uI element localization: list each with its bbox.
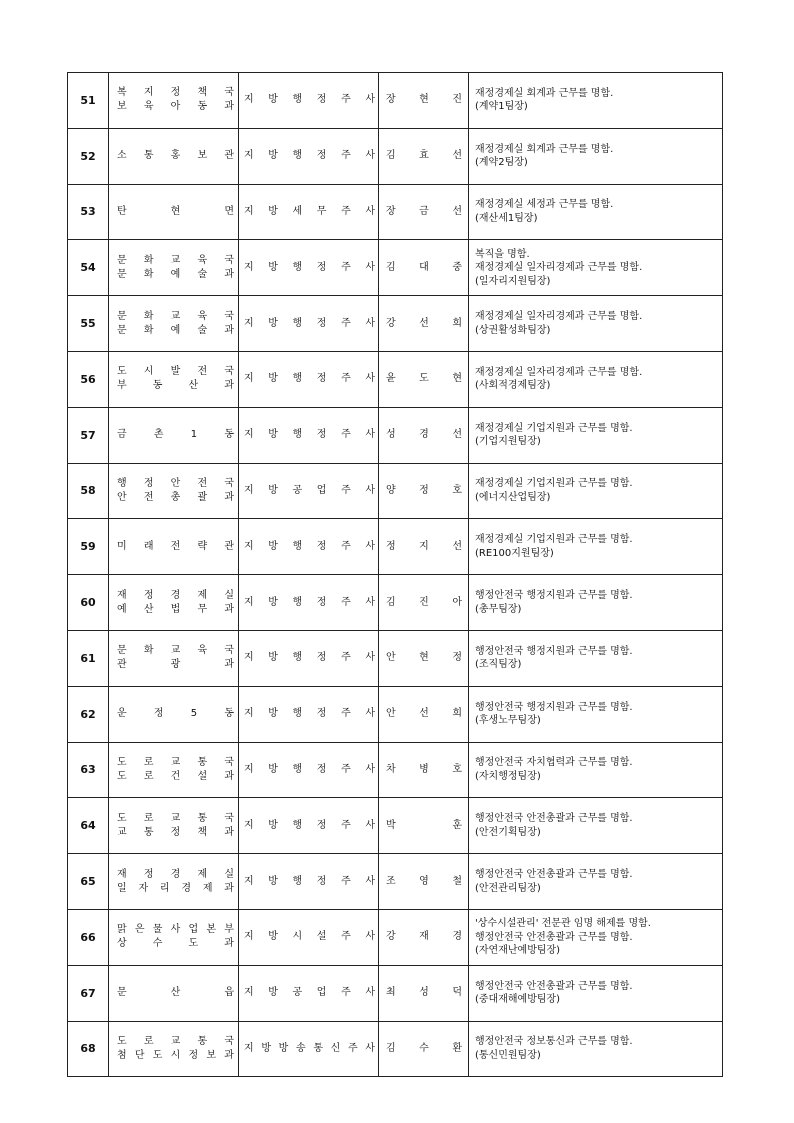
spaced-text-line: 지 방 행 정 주 사	[244, 317, 375, 329]
row-number: 57	[68, 407, 109, 463]
spaced-text-line: 지 방 행 정 주 사	[244, 429, 375, 441]
assignment-cell	[469, 686, 723, 742]
spaced-text-line: 지 방 행 정 주 사	[244, 708, 375, 720]
rank-cell	[239, 909, 379, 965]
spaced-text-line: 첨 단 도 시 정 보 과	[117, 1049, 234, 1061]
spaced-text-line: 지 방 공 업 주 사	[244, 987, 375, 999]
name-cell	[379, 184, 469, 240]
assignment-line: 재정경제실 일자리경제과 근무를 명함.	[475, 366, 643, 378]
assignment-line: 복직을 명함.	[475, 248, 530, 260]
department-cell	[109, 686, 239, 742]
row-number: 62	[68, 686, 109, 742]
spaced-text-line: 도 로 건 설 과	[117, 770, 234, 782]
department-cell	[109, 909, 239, 965]
assignment-line: (통신민원팀장)	[475, 1049, 541, 1061]
spaced-text-line: 윤 도 현	[386, 373, 462, 385]
assignment-cell	[469, 463, 723, 519]
name-cell	[379, 742, 469, 798]
table-body	[68, 73, 723, 1077]
spaced-text-line: 도 로 교 통 국	[117, 756, 234, 768]
table-row	[68, 854, 723, 910]
assignment-cell	[469, 965, 723, 1021]
rank-cell	[239, 742, 379, 798]
department-cell	[109, 240, 239, 296]
spaced-text-line: 지 방 방 송 통 신 주 사	[244, 1042, 375, 1054]
table-row	[68, 575, 723, 631]
rank-cell	[239, 1021, 379, 1077]
assignment-line: '상수시설관리' 전문관 임명 해제를 명함.	[475, 918, 651, 930]
assignment-line: (재산세1팀장)	[475, 212, 538, 224]
row-number: 66	[68, 909, 109, 965]
assignment-line: 재정경제실 일자리경제과 근무를 명함.	[475, 262, 643, 274]
table-row	[68, 184, 723, 240]
assignment-line: 행정안전국 자치협력과 근무를 명함.	[475, 757, 633, 769]
name-cell	[379, 965, 469, 1021]
assignment-line: 행정안전국 안전총괄과 근무를 명함.	[475, 980, 633, 992]
assignment-line: 재정경제실 기업지원과 근무를 명함.	[475, 478, 633, 490]
spaced-text-line: 양 정 호	[386, 484, 462, 496]
department-cell	[109, 407, 239, 463]
department-cell	[109, 351, 239, 407]
spaced-text-line: 지 방 행 정 주 사	[244, 596, 375, 608]
assignment-cell	[469, 742, 723, 798]
spaced-text-line: 관 광 과	[117, 659, 234, 671]
spaced-text-line: 맑 은 물 사 업 본 부	[117, 924, 234, 936]
department-cell	[109, 463, 239, 519]
assignment-cell	[469, 407, 723, 463]
department-cell	[109, 184, 239, 240]
rank-cell	[239, 798, 379, 854]
rank-cell	[239, 519, 379, 575]
rank-cell	[239, 630, 379, 686]
name-cell	[379, 128, 469, 184]
table-row	[68, 519, 723, 575]
department-cell	[109, 128, 239, 184]
row-number: 59	[68, 519, 109, 575]
row-number: 56	[68, 351, 109, 407]
rank-cell	[239, 854, 379, 910]
table-row	[68, 1021, 723, 1077]
spaced-text-line: 도 로 교 통 국	[117, 812, 234, 824]
table-row	[68, 463, 723, 519]
spaced-text-line: 도 시 발 전 국	[117, 366, 234, 378]
assignment-line: 재정경제실 기업지원과 근무를 명함.	[475, 422, 633, 434]
spaced-text-line: 지 방 시 설 주 사	[244, 931, 375, 943]
row-number: 51	[68, 73, 109, 129]
assignment-line: (자치행정팀장)	[475, 770, 541, 782]
assignment-line: (자연재난예방팀장)	[475, 945, 561, 957]
spaced-text-line: 강 재 경	[386, 931, 462, 943]
assignment-line: (계약2팀장)	[475, 157, 528, 169]
name-cell	[379, 575, 469, 631]
assignment-line: 행정안전국 행정지원과 근무를 명함.	[475, 701, 633, 713]
assignment-line: (조직팀장)	[475, 659, 522, 671]
assignment-cell	[469, 854, 723, 910]
assignment-line: (안전관리팀장)	[475, 882, 541, 894]
assignment-line: 재정경제실 회계과 근무를 명함.	[475, 143, 614, 155]
spaced-text-line: 상 수 도 과	[117, 938, 234, 950]
table-row	[68, 240, 723, 296]
spaced-text-line: 부 동 산 과	[117, 380, 234, 392]
spaced-text-line: 최 성 덕	[386, 987, 462, 999]
row-number: 52	[68, 128, 109, 184]
department-cell	[109, 854, 239, 910]
assignment-cell	[469, 184, 723, 240]
spaced-text-line: 교 통 정 책 과	[117, 826, 234, 838]
spaced-text-line: 지 방 행 정 주 사	[244, 261, 375, 273]
assignment-line: 행정안전국 안전총괄과 근무를 명함.	[475, 813, 633, 825]
rank-cell	[239, 965, 379, 1021]
spaced-text-line: 문 화 교 육 국	[117, 254, 234, 266]
table-row	[68, 686, 723, 742]
spaced-text-line: 소 통 홍 보 관	[117, 150, 234, 162]
assignment-line: (상권활성화팀장)	[475, 324, 551, 336]
table-row	[68, 742, 723, 798]
name-cell	[379, 240, 469, 296]
row-number: 65	[68, 854, 109, 910]
spaced-text-line: 재 정 경 제 실	[117, 589, 234, 601]
spaced-text-line: 김 대 중	[386, 261, 462, 273]
rank-cell	[239, 686, 379, 742]
name-cell	[379, 463, 469, 519]
assignment-line: 재정경제실 기업지원과 근무를 명함.	[475, 534, 633, 546]
department-cell	[109, 296, 239, 352]
name-cell	[379, 854, 469, 910]
spaced-text-line: 지 방 공 업 주 사	[244, 484, 375, 496]
department-cell	[109, 575, 239, 631]
row-number: 53	[68, 184, 109, 240]
department-cell	[109, 519, 239, 575]
assignment-cell	[469, 798, 723, 854]
name-cell	[379, 909, 469, 965]
table-row	[68, 909, 723, 965]
spaced-text-line: 김 진 아	[386, 596, 462, 608]
name-cell	[379, 519, 469, 575]
assignment-line: 재정경제실 세정과 근무를 명함.	[475, 199, 614, 211]
rank-cell	[239, 575, 379, 631]
spaced-text-line: 지 방 행 정 주 사	[244, 763, 375, 775]
name-cell	[379, 798, 469, 854]
department-cell	[109, 798, 239, 854]
spaced-text-line: 지 방 행 정 주 사	[244, 652, 375, 664]
assignment-line: (기업지원팀장)	[475, 436, 541, 448]
assignment-line: 행정안전국 정보통신과 근무를 명함.	[475, 1036, 633, 1048]
spaced-text-line: 강 선 희	[386, 317, 462, 329]
spaced-text-line: 안 현 정	[386, 652, 462, 664]
spaced-text-line: 문 화 교 육 국	[117, 310, 234, 322]
name-cell	[379, 73, 469, 129]
spaced-text-line: 재 정 경 제 실	[117, 868, 234, 880]
spaced-text-line: 박 훈	[386, 819, 462, 831]
department-cell	[109, 1021, 239, 1077]
name-cell	[379, 1021, 469, 1077]
spaced-text-line: 안 전 총 괄 과	[117, 491, 234, 503]
department-cell	[109, 73, 239, 129]
assignment-line: (총무팀장)	[475, 603, 522, 615]
rank-cell	[239, 73, 379, 129]
assignment-line: (일자리지원팀장)	[475, 275, 551, 287]
rank-cell	[239, 128, 379, 184]
spaced-text-line: 금 촌 1 동	[117, 429, 234, 441]
spaced-text-line: 장 현 진	[386, 94, 462, 106]
table-row	[68, 630, 723, 686]
spaced-text-line: 문 화 예 술 과	[117, 324, 234, 336]
assignment-cell	[469, 630, 723, 686]
spaced-text-line: 장 금 선	[386, 205, 462, 217]
rank-cell	[239, 240, 379, 296]
table-row	[68, 128, 723, 184]
spaced-text-line: 지 방 행 정 주 사	[244, 540, 375, 552]
name-cell	[379, 630, 469, 686]
personnel-table	[67, 72, 723, 1077]
spaced-text-line: 예 산 법 무 과	[117, 603, 234, 615]
row-number: 55	[68, 296, 109, 352]
name-cell	[379, 351, 469, 407]
spaced-text-line: 미 래 전 략 관	[117, 540, 234, 552]
row-number: 64	[68, 798, 109, 854]
name-cell	[379, 407, 469, 463]
spaced-text-line: 지 방 행 정 주 사	[244, 373, 375, 385]
assignment-line: (사회적경제팀장)	[475, 380, 551, 392]
row-number: 61	[68, 630, 109, 686]
spaced-text-line: 운 정 5 동	[117, 708, 234, 720]
assignment-cell	[469, 575, 723, 631]
table-row	[68, 407, 723, 463]
spaced-text-line: 성 경 선	[386, 429, 462, 441]
assignment-line: (후생노무팀장)	[475, 715, 541, 727]
table-row	[68, 73, 723, 129]
rank-cell	[239, 463, 379, 519]
row-number: 58	[68, 463, 109, 519]
table-row	[68, 296, 723, 352]
assignment-line: 행정안전국 행정지원과 근무를 명함.	[475, 645, 633, 657]
row-number: 68	[68, 1021, 109, 1077]
spaced-text-line: 차 병 호	[386, 763, 462, 775]
spaced-text-line: 정 지 선	[386, 540, 462, 552]
spaced-text-line: 보 육 아 동 과	[117, 101, 234, 113]
assignment-line: (안전기획팀장)	[475, 826, 541, 838]
row-number: 60	[68, 575, 109, 631]
spaced-text-line: 복 지 정 책 국	[117, 87, 234, 99]
spaced-text-line: 김 수 환	[386, 1042, 462, 1054]
spaced-text-line: 도 로 교 통 국	[117, 1035, 234, 1047]
row-number: 54	[68, 240, 109, 296]
row-number: 67	[68, 965, 109, 1021]
assignment-line: 재정경제실 일자리경제과 근무를 명함.	[475, 311, 643, 323]
name-cell	[379, 686, 469, 742]
department-cell	[109, 630, 239, 686]
assignment-cell	[469, 240, 723, 296]
assignment-cell	[469, 73, 723, 129]
assignment-cell	[469, 519, 723, 575]
row-number: 63	[68, 742, 109, 798]
assignment-line: 재정경제실 회계과 근무를 명함.	[475, 87, 614, 99]
spaced-text-line: 문 화 교 육 국	[117, 645, 234, 657]
assignment-line: (중대재해예방팀장)	[475, 994, 561, 1006]
assignment-cell	[469, 351, 723, 407]
rank-cell	[239, 184, 379, 240]
spaced-text-line: 문 화 예 술 과	[117, 268, 234, 280]
spaced-text-line: 문 산 읍	[117, 987, 234, 999]
rank-cell	[239, 407, 379, 463]
assignment-line: 행정안전국 안전총괄과 근무를 명함.	[475, 869, 633, 881]
assignment-line: (에너지산업팀장)	[475, 491, 551, 503]
name-cell	[379, 296, 469, 352]
spaced-text-line: 행 정 안 전 국	[117, 477, 234, 489]
assignment-cell	[469, 909, 723, 965]
assignment-cell	[469, 128, 723, 184]
spaced-text-line: 조 영 철	[386, 875, 462, 887]
spaced-text-line: 지 방 세 무 주 사	[244, 205, 375, 217]
spaced-text-line: 탄 현 면	[117, 205, 234, 217]
rank-cell	[239, 351, 379, 407]
assignment-line: 행정안전국 행정지원과 근무를 명함.	[475, 590, 633, 602]
rank-cell	[239, 296, 379, 352]
table-row	[68, 965, 723, 1021]
spaced-text-line: 지 방 행 정 주 사	[244, 819, 375, 831]
assignment-cell	[469, 1021, 723, 1077]
table-row	[68, 351, 723, 407]
assignment-line: (계약1팀장)	[475, 101, 528, 113]
department-cell	[109, 742, 239, 798]
spaced-text-line: 일 자 리 경 제 과	[117, 882, 234, 894]
assignment-line: (RE100지원팀장)	[475, 547, 554, 559]
table-row	[68, 798, 723, 854]
department-cell	[109, 965, 239, 1021]
spaced-text-line: 김 효 선	[386, 150, 462, 162]
spaced-text-line: 지 방 행 정 주 사	[244, 94, 375, 106]
assignment-line: 행정안전국 안전총괄과 근무를 명함.	[475, 931, 633, 943]
spaced-text-line: 지 방 행 정 주 사	[244, 150, 375, 162]
spaced-text-line: 안 선 희	[386, 708, 462, 720]
spaced-text-line: 지 방 행 정 주 사	[244, 875, 375, 887]
assignment-cell	[469, 296, 723, 352]
